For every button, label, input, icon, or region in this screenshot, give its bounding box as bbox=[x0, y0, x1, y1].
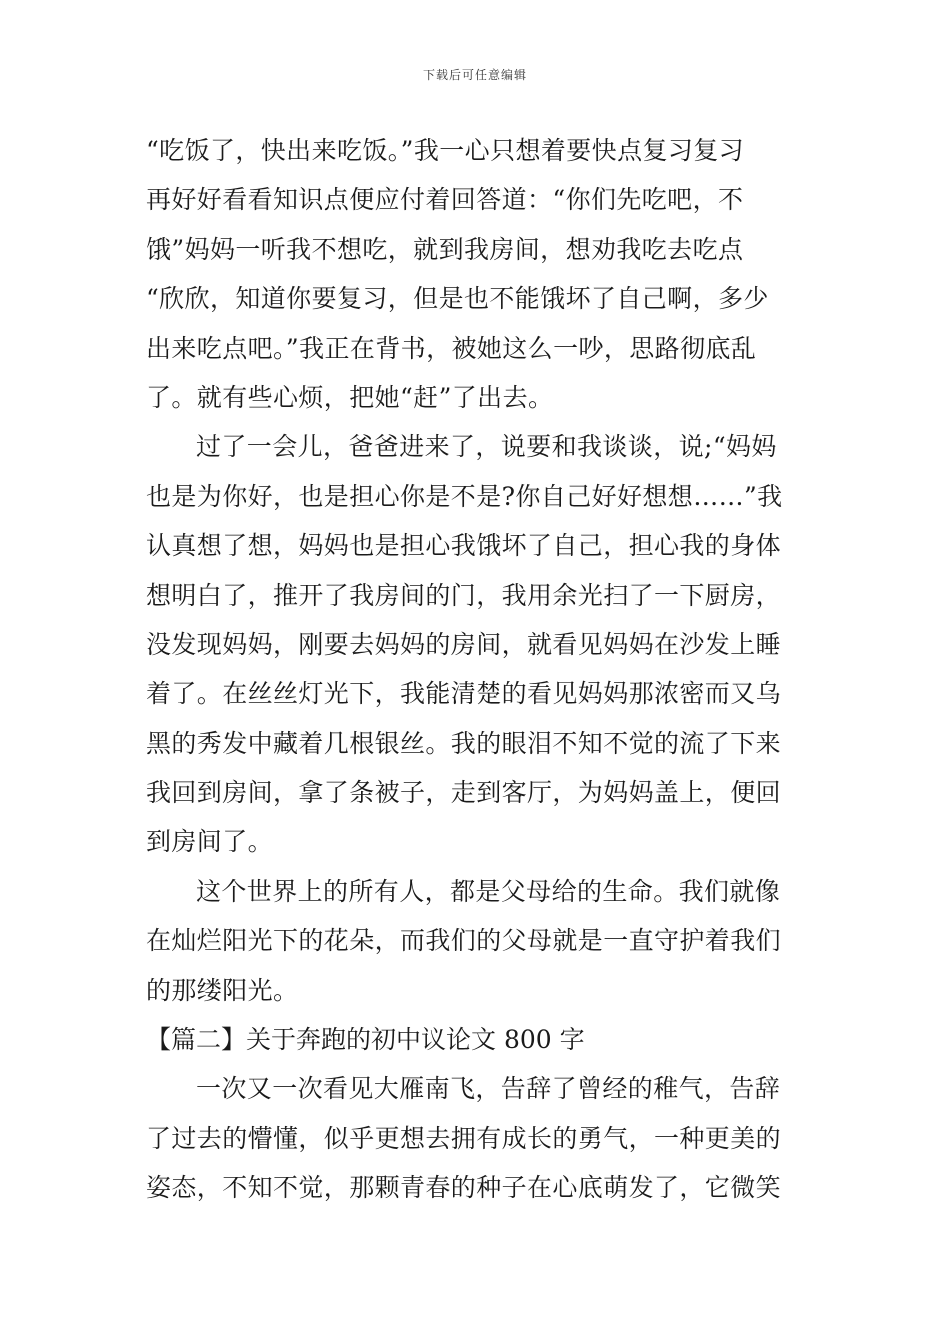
text-line: 我回到房间，拿了条被子，走到客厅，为妈妈盖上，便回 bbox=[146, 778, 782, 808]
text-line: 到房间了。 bbox=[146, 827, 274, 857]
text-line: 的那缕阳光。 bbox=[146, 975, 299, 1005]
text-line: 了过去的懵懂，似乎更想去拥有成长的勇气，一种更美的 bbox=[146, 1123, 782, 1153]
text-line: 了。就有些心烦，把她“赶”了出去。 bbox=[146, 382, 554, 412]
text-line: 饿”妈妈一听我不想吃，就到我房间，想劝我吃去吃点 bbox=[146, 234, 744, 264]
document-body bbox=[146, 126, 810, 1213]
paragraph-start-line: 这个世界上的所有人，都是父母给的生命。我们就像 bbox=[196, 876, 781, 906]
text-line: 出来吃点吧。”我正在背书，被她这么一吵，思路彻底乱 bbox=[146, 333, 757, 363]
text-line: 也是为你好，也是担心你是不是?你自己好好想想……”我 bbox=[146, 481, 783, 511]
text-line: 姿态，不知不觉，那颗青春的种子在心底萌发了，它微笑 bbox=[146, 1173, 782, 1203]
text-line: “吃饭了，快出来吃饭。”我一心只想着要快点复习复习 bbox=[146, 136, 745, 165]
paragraph-start-line: 一次又一次看见大雁南飞，告辞了曾经的稚气，告辞 bbox=[196, 1074, 781, 1104]
text-line: 着了。在丝丝灯光下，我能清楚的看见妈妈那浓密而又乌 bbox=[146, 679, 782, 709]
paragraph-start-line: 过了一会儿，爸爸进来了，说要和我谈谈，说;“妈妈 bbox=[196, 432, 777, 462]
text-line: 没发现妈妈，刚要去妈妈的房间，就看见妈妈在沙发上睡 bbox=[146, 629, 782, 659]
text-line: 认真想了想，妈妈也是担心我饿坏了自己，担心我的身体 bbox=[146, 531, 782, 561]
text-line: “欣欣，知道你要复习，但是也不能饿坏了自己啊，多少 bbox=[146, 284, 769, 314]
text-line: 在灿烂阳光下的花朵，而我们的父母就是一直守护着我们 bbox=[146, 926, 782, 956]
section-heading: 【篇二】关于奔跑的初中议论文 800 字 bbox=[146, 1025, 585, 1055]
page-header: 下载后可任意编辑 bbox=[422, 68, 527, 82]
text-line: 黑的秀发中藏着几根银丝。我的眼泪不知不觉的流了下来 bbox=[146, 728, 782, 758]
text-line: 想明白了，推开了我房间的门，我用余光扫了一下厨房， bbox=[146, 580, 782, 610]
text-line: 再好好看看知识点便应付着回答道：“你们先吃吧，不 bbox=[146, 185, 744, 215]
